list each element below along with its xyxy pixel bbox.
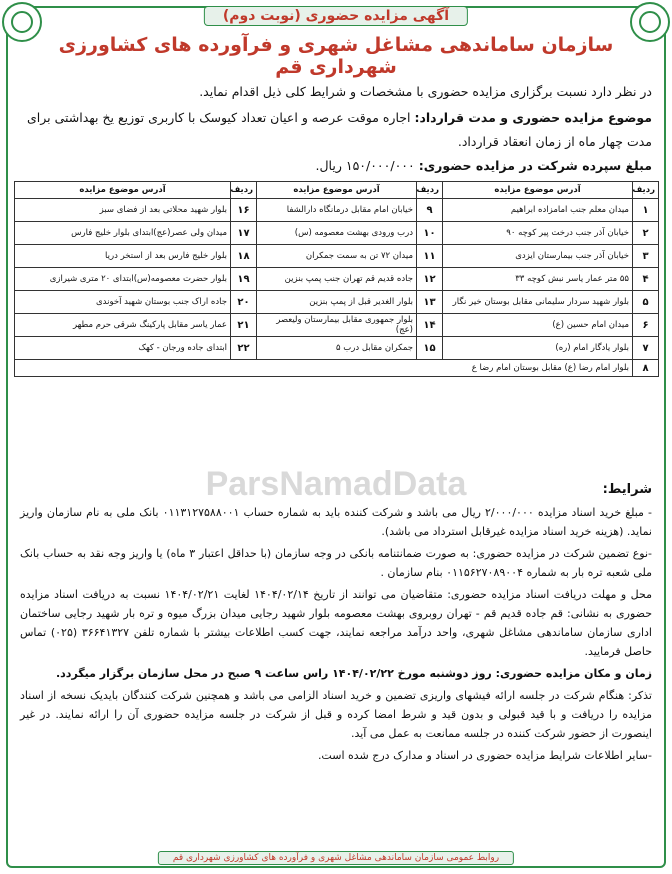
condition-item: تذکر: هنگام شرکت در جلسه ارائه فیشهای واریزی تضمین و خرید اسناد الزامی می باشد و همچنین شرکت کنندگان بایدیک نسخه از اسناد مزایده را دریافت و با قید قبولی و بدون قید و شرط امضا کرده و قبل از شرکت در جلسه مزایده حضوری آن را ارائه نمایند. در غیر اینصورت از حضور شرکت کننده در جلسه ممانعت به عمل می آید. <box>20 689 652 740</box>
location-cell: بلوار حضرت معصومه(س)ابتدای ۲۰ متری شیرازی <box>15 268 231 291</box>
location-cell: بلوار شهید سردار سلیمانی مقابل بوستان خیر نگار <box>443 291 633 314</box>
row-number: ۵ <box>633 291 659 314</box>
condition-item: -نوع تضمین شرکت در مزایده حضوری: به صورت ضمانتنامه بانکی در وجه سازمان (با حداقل اعتبار ۳ ماه) یا واریز وجه نقد به حساب بانک ملی شعبه تره بار به شماره ۰۱۱۵۶۲۷۰۸۹۰۰۴ بنام سازمان . <box>20 547 652 579</box>
location-cell: بلوار الغدیر قبل از پمپ بنزین <box>257 291 417 314</box>
deposit-paragraph <box>20 158 652 173</box>
condition-item: - مبلغ خرید اسناد مزایده ۲/۰۰۰/۰۰۰ ریال می باشد و شرکت کننده باید به شماره حساب ۰۱۱۳۱۲۷۵۸۸۰۰۱ بانک ملی به نام سازمان واریز نماید. (هزینه خرید اسناد مزایده غیرقابل استرداد می باشد). <box>20 506 652 538</box>
row-number: ۱ <box>633 199 659 222</box>
row-number: ۲ <box>633 222 659 245</box>
location-cell: خیابان امام مقابل درمانگاه دارالشفا <box>257 199 417 222</box>
row-number: ۱۶ <box>231 199 257 222</box>
subject-paragraph <box>20 106 652 154</box>
row-number: ۲۰ <box>231 291 257 314</box>
table-row <box>15 268 659 291</box>
location-cell: درب ورودی بهشت معصومه (س) <box>257 222 417 245</box>
location-cell: جاده قدیم قم تهران جنب پمپ بنزین <box>257 268 417 291</box>
row-number: ۶ <box>633 314 659 337</box>
location-cell: میدان امام حسین (ع) <box>443 314 633 337</box>
location-cell: میدان ۷۲ تن به سمت جمکران <box>257 245 417 268</box>
subject-text: اجاره موقت عرصه و اعیان تعداد کیوسک با کاربری توزیع یخ بهداشتی برای مدت چهار ماه از زمان انعقاد قرارداد. <box>26 110 652 149</box>
conditions-title: شرایط: <box>602 482 652 497</box>
condition-item: محل و مهلت دریافت اسناد مزایده حضوری: متقاضیان می توانند از تاریخ ۱۴۰۴/۰۲/۱۴ لغایت ۱۴۰۴/۰۲/۲۱ نسبت به دریافت اسناد مزایده حضوری به نشانی: قم جاده قدیم قم - تهران روبروی بهشت معصومه بلوار شهید رجایی میدان بزرگ میوه و تره بار شهید رجایی ساختمان اداری سازمان ساماندهی مشاغل شهری، واحد درآمد مراجعه نمایند، جهت کسب اطلاعات بیشتر با شماره تلفن ۳۶۶۴۱۳۲۷ (۰۲۵) تماس حاصل فرمایید. <box>20 588 652 658</box>
table-header: آدرس موضوع مزایده <box>443 182 633 199</box>
location-cell: جمکران مقابل درب ۵ <box>257 337 417 360</box>
location-cell: خیابان آذر جنب بیمارستان ایزدی <box>443 245 633 268</box>
location-cell: میدان معلم جنب امامزاده ابراهیم <box>443 199 633 222</box>
location-cell: عمار یاسر مقابل پارکینگ شرقی حرم مطهر <box>15 314 231 337</box>
row-number: ۱۳ <box>417 291 443 314</box>
row-number: ۹ <box>417 199 443 222</box>
location-cell: بلوار جمهوری مقابل بیمارستان ولیعصر (عج) <box>257 314 417 337</box>
row-number: ۲۱ <box>231 314 257 337</box>
table-header: ردیف <box>633 182 659 199</box>
row-number: ۱۰ <box>417 222 443 245</box>
row-number: ۴ <box>633 268 659 291</box>
location-cell: خیابان آذر جنب درخت پیر کوچه ۹۰ <box>443 222 633 245</box>
location-cell: بلوار خلیج فارس بعد از استخر دریا <box>15 245 231 268</box>
row-number: ۱۴ <box>417 314 443 337</box>
table-header: ردیف <box>231 182 257 199</box>
location-cell: ابتدای جاده ورجان - کهک <box>15 337 231 360</box>
organization-title: سازمان ساماندهی مشاغل شهری و فرآورده های کشاورزی شهرداری قم <box>58 34 614 78</box>
location-cell: بلوار امام رضا (ع) مقابل بوستان امام رضا ع <box>15 360 633 377</box>
row-number: ۱۸ <box>231 245 257 268</box>
location-cell: جاده اراک جنب بوستان شهید آخوندی <box>15 291 231 314</box>
locations-table <box>14 181 659 377</box>
condition-item: زمان و مکان مزایده حضوری: روز دوشنبه مورخ ۱۴۰۴/۰۲/۲۲ راس ساعت ۹ صبح در محل سازمان برگزار میگردد. <box>55 667 652 680</box>
location-cell: میدان ولی عصر(عج)ابتدای بلوار خلیج فارس <box>15 222 231 245</box>
row-number: ۷ <box>633 337 659 360</box>
footer-credit: روابط عمومی سازمان ساماندهی مشاغل شهری و فرآورده های کشاورزی شهرداری قم <box>158 851 514 865</box>
deposit-text: ۱۵۰/۰۰۰/۰۰۰ ریال. <box>315 158 419 173</box>
table-row <box>15 314 659 337</box>
condition-item: -سایر اطلاعات شرایط مزایده حضوری در اسناد و مدارک درج شده است. <box>317 749 652 762</box>
table-row <box>15 360 659 377</box>
location-cell: بلوار شهید محلاتی بعد از فضای سبز <box>15 199 231 222</box>
table-header-row <box>15 182 659 199</box>
table-header: ردیف <box>417 182 443 199</box>
notice-ribbon: آگهی مزایده حضوری (نوبت دوم) <box>204 6 468 26</box>
subject-label: موضوع مزایده حضوری و مدت قرارداد: <box>414 110 652 125</box>
row-number: ۱۱ <box>417 245 443 268</box>
table-row <box>15 291 659 314</box>
row-number: ۲۲ <box>231 337 257 360</box>
table-row <box>15 199 659 222</box>
table-row <box>15 245 659 268</box>
row-number: ۸ <box>633 360 659 377</box>
watermark: ParsNamadData <box>205 465 467 503</box>
row-number: ۱۵ <box>417 337 443 360</box>
table-row <box>15 222 659 245</box>
table-row <box>15 337 659 360</box>
row-number: ۱۲ <box>417 268 443 291</box>
row-number: ۱۹ <box>231 268 257 291</box>
row-number: ۱۷ <box>231 222 257 245</box>
intro-text: در نظر دارد نسبت برگزاری مزایده حضوری با مشخصات و شرایط کلی ذیل اقدام نماید. <box>199 84 652 99</box>
table-header: آدرس موضوع مزایده <box>15 182 231 199</box>
table-header: آدرس موضوع مزایده <box>257 182 417 199</box>
conditions-list <box>20 503 652 768</box>
location-cell: بلوار یادگار امام (ره) <box>443 337 633 360</box>
location-cell: ۵۵ متر عمار یاسر نبش کوچه ۳۳ <box>443 268 633 291</box>
row-number: ۳ <box>633 245 659 268</box>
deposit-label: مبلغ سپرده شرکت در مزایده حضوری: <box>418 158 652 173</box>
